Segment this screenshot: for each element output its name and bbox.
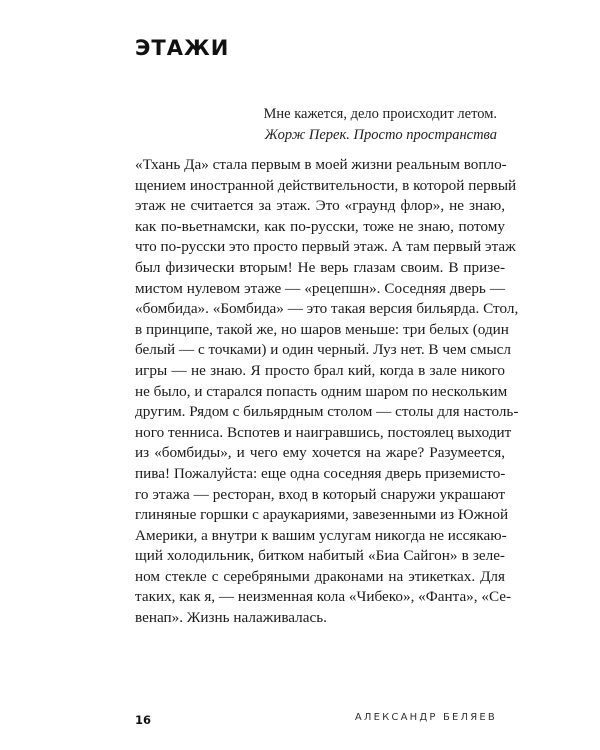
body-line: что по-русски это просто первый этаж. А там первый этаж — [135, 238, 516, 256]
body-line: венап». Жизнь налаживалась. — [135, 609, 327, 627]
body-line: другим. Рядом с бильярдным столом — столы для настоль- — [135, 403, 519, 421]
body-line: как по-вьетнамски, как по-русски, тоже не знаю, потому — [135, 217, 505, 235]
body-text — [135, 155, 519, 629]
body-line: ного тенниса. Вспотев и наигравшись, постоялец выходит — [135, 423, 512, 441]
epigraph-attribution: Жорж Перек. Просто пространства — [264, 127, 497, 143]
body-line: «бомбида». «Бомбида» — это такая версия бильярда. Стол, — [135, 300, 519, 318]
chapter-title: ЭТАЖИ — [135, 36, 230, 60]
body-line: ном стекле с серебряными драконами на этикетках. Для — [135, 567, 505, 585]
body-line: из «бомбиды», и чего ему хочется на жаре? Разумеется, — [135, 444, 505, 462]
body-line: «Тхань Да» стала первым в моей жизни реальным вопло- — [135, 156, 507, 173]
body-line: белый — с точками) и один черный. Луз нет. В чем смысл — [135, 341, 511, 359]
body-line: в принципе, такой же, но шаров меньше: три белых (один — [135, 320, 509, 338]
body-line: этаж не считается за этаж. Это «граунд флор», не знаю, — [135, 197, 505, 215]
body-line: глиняные горшки с араукариями, завезенными из Южной — [135, 506, 509, 524]
body-line: игры — не знаю. Я просто брал кий, когда в зале никого — [135, 361, 505, 379]
epigraph-quote: Мне кажется, дело происходит летом. — [263, 106, 497, 122]
body-line: не было, и старался попасть одним шаром по нескольким — [135, 382, 508, 400]
body-line: щий холодильник, битком набитый «Биа Сайгон» в зеле- — [135, 547, 505, 565]
body-line: щением иностранной действительности, в которой первый — [135, 176, 517, 194]
body-line: таких, как я, — неизменная кола «Чибеко», «Фанта», «Се- — [135, 588, 512, 606]
epigraph — [263, 104, 497, 146]
running-footer-author: АЛЕКСАНДР БЕЛЯЕВ — [354, 712, 497, 723]
body-line: го этажа — ресторан, вход в который снаружи украшают — [135, 485, 505, 503]
body-line: был физически вторым! Не верь глазам своим. В призе- — [135, 258, 505, 276]
body-line: мистом нулевом этаже — «рецепшн». Соседняя дверь — — [135, 279, 505, 297]
body-line: пива! Пожалуйста: еще одна соседняя дверь приземисто- — [135, 464, 506, 482]
page-number: 16 — [135, 713, 152, 727]
body-line: Америки, а внутри к вашим услугам никогда не иссякаю- — [135, 526, 507, 544]
